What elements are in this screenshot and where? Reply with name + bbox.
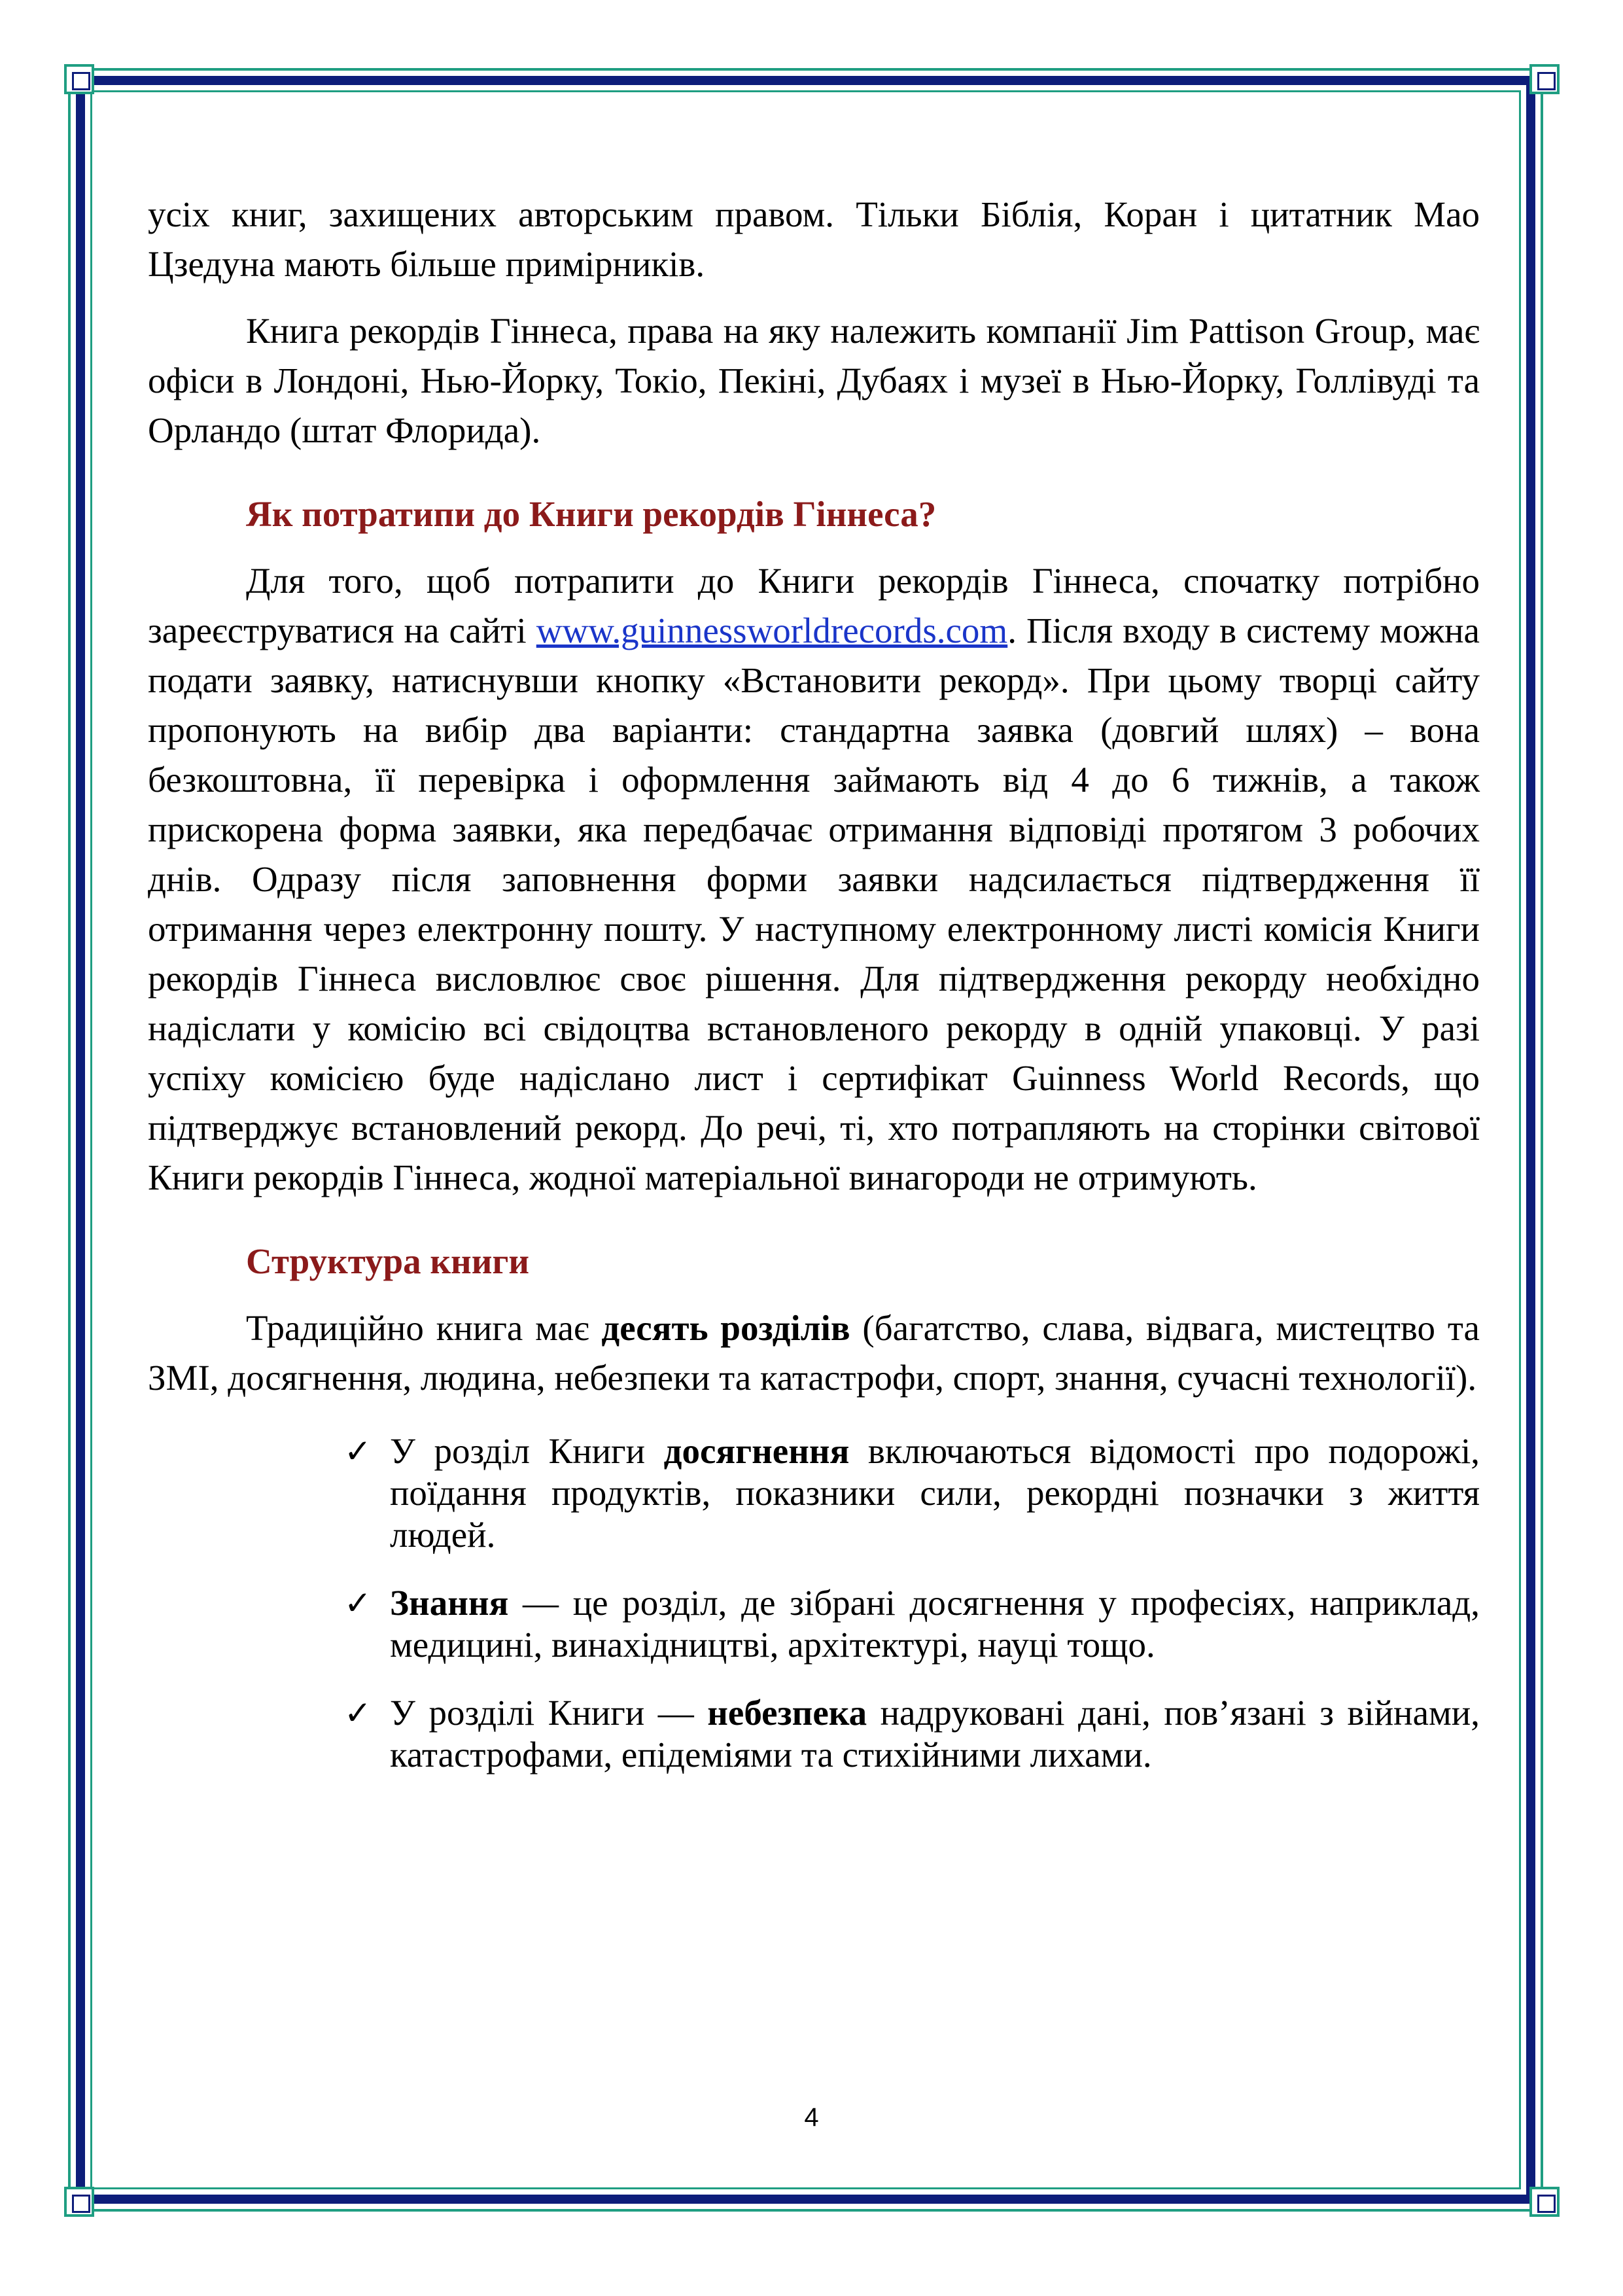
border-corner-ornament: [1529, 2187, 1560, 2217]
border-corner-ornament: [64, 2187, 94, 2217]
checkmark-icon: ✓: [344, 1432, 372, 1470]
paragraph: усіх книг, захищених авторським правом. Тільки Біблія, Коран і цитатник Мао Цзедуна мають більше примірників.: [148, 194, 1480, 284]
paragraph: [148, 556, 1480, 1203]
bold-text: небезпека: [707, 1693, 867, 1733]
paragraph-text: (багатство, слава, відвага, мистецтво та ЗМІ, досягнення, людина, небезпеки та катастрофи, спорт, знання, сучасні технології).: [148, 1308, 1480, 1398]
list-item-text: У розділ Книги: [390, 1431, 664, 1471]
list-item-text: включаються відомості про подорожі, поїдання продуктів, показники сили, рекордні позначки з життя людей.: [390, 1431, 1480, 1555]
paragraph-text: . Після входу в систему можна подати заявку, натиснувши кнопку «Встановити рекорд». При цьому творці сайту пропонують на вибір два варіанти: стандартна заявка (довгий шлях) – вона безкоштовна, її перевірка і оформлення займають від 4 до 6 тижнів, а також прискорена форма заявки, яка передбачає отримання відповіді протягом 3 робочих днів. Одразу після заповнення форми заявки надсилається підтвердження її отримання через електронну пошту. У наступному електронному листі комісія Книги рекордів Гіннеса висловлює своє рішення. Для підтвердження рекорду необхідно надіслати у комісію всі свідоцтва встановленого рекорду в одній упаковці. У разі успіху комісією буде надіслано лист і сертифікат Guinness World Records, що підтверджує встановлений рекорд. До речі, ті, хто потрапляють на сторінки світової Книги рекордів Гіннеса, жодної матеріальної винагороди не отримують.: [148, 610, 1480, 1197]
list-item: [344, 1692, 1480, 1776]
list-item: [344, 1430, 1480, 1556]
page-number: 4: [804, 2103, 819, 2132]
list-item-text: У розділі Книги —: [390, 1693, 708, 1733]
list-item-text: надруковані дані, пов’язані з війнами, катастрофами, епідеміями та стихійними лихами.: [390, 1693, 1480, 1775]
section-heading: Як потратипи до Книги рекордів Гіннеса?: [246, 494, 937, 534]
page-content: [148, 190, 1480, 1776]
bold-text: досягнення: [663, 1431, 850, 1471]
section-heading: Структура книги: [246, 1241, 530, 1281]
list-item: [344, 1582, 1480, 1666]
list-item-text: — це розділ, де зібрані досягнення у професіях, наприклад, медицині, винахідництві, архітектурі, науці тощо.: [390, 1583, 1480, 1665]
paragraph: Книга рекордів Гіннеса, права на яку належить компанії Jim Pattison Group, має офіси в Лондоні, Нью-Йорку, Токіо, Пекіні, Дубаях і музеї в Нью-Йорку, Голлівуді та Орландо (штат Флорида).: [148, 311, 1480, 450]
bullet-list: [148, 1430, 1480, 1776]
checkmark-icon: ✓: [344, 1584, 372, 1622]
paragraph-text: Традиційно книга має: [246, 1308, 602, 1348]
border-corner-ornament: [64, 64, 94, 94]
checkmark-icon: ✓: [344, 1694, 372, 1732]
bold-text: Знання: [390, 1583, 509, 1623]
paragraph: [148, 1303, 1480, 1403]
border-corner-ornament: [1529, 64, 1560, 94]
bold-text: десять розділів: [601, 1308, 850, 1348]
paragraph-text: Для того, щоб потрапити до Книги рекордів Гіннеса, спочатку потрібно зареєструватися на сайті: [148, 561, 1480, 650]
website-link[interactable]: www.guinnessworldrecords.com: [536, 610, 1008, 650]
